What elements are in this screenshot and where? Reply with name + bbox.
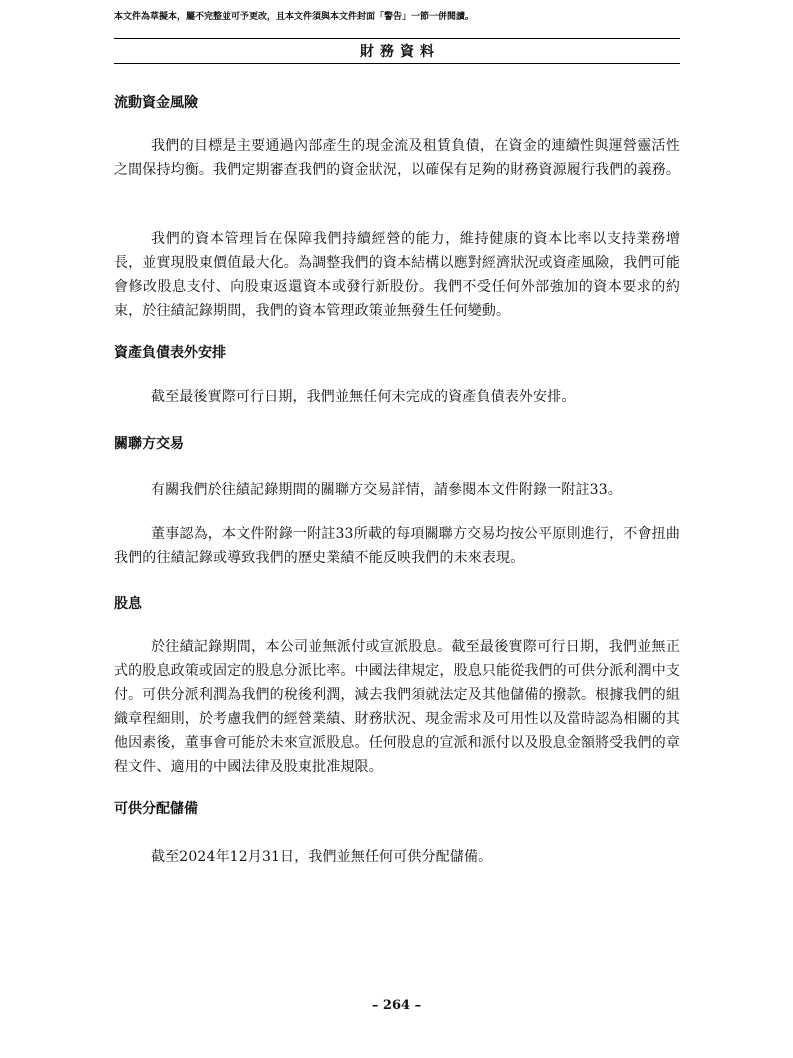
paragraph-dividends: 於往績記錄期間，本公司並無派付或宣派股息。截至最後實際可行日期，我們並無正式的股息政策或固定的股息分派比率。中國法律規定，股息只能從我們的可供分派利潤中支付。可供分派利潤為我們的稅後利潤，減去我們須就法定及其他儲備的撥款。根據我們的組織章程細則，於考慮我們的經營業績、財務狀況、現金需求及可用性以及當時認為相關的其他因素後，董事會可能於未來宣派股息。任何股息的宣派和派付以及股息金額將受我們的章程文件、適用的中國法律及股東批准規限。 (114, 639, 680, 775)
heading-related-party: 關聯方交易 (114, 436, 184, 452)
paragraph-liquidity-objective: 我們的目標是主要通過內部產生的現金流及租賃負債，在資金的連續性與運營靈活性之間保持均衡。我們定期審查我們的資金狀況，以確保有足夠的財務資源履行我們的義務。 (114, 138, 680, 178)
draft-disclaimer: 本文件為草擬本，屬不完整並可予更改，且本文件須與本文件封面「警告」一節一併閱讀。 (114, 12, 475, 22)
heading-distributable-reserves: 可供分配儲備 (114, 801, 198, 817)
paragraph-distributable-reserves: 截至2024年12月31日，我們並無任何可供分配儲備。 (151, 849, 493, 865)
page-title: 財務資料 (360, 44, 440, 60)
heading-dividends: 股息 (114, 596, 142, 612)
page-number: – 264 – (371, 998, 422, 1013)
heading-liquidity-risk: 流動資金風險 (114, 95, 198, 111)
paragraph-related-party-fairness: 董事認為，本文件附錄一附註33所載的每項關聯方交易均按公平原則進行，不會扭曲我們的往績記錄或導致我們的歷史業績不能反映我們的未來表現。 (114, 526, 680, 566)
header-rule-top (114, 38, 680, 39)
paragraph-off-balance-sheet: 截至最後實際可行日期，我們並無任何未完成的資產負債表外安排。 (151, 389, 576, 405)
heading-off-balance-sheet: 資產負債表外安排 (114, 345, 226, 361)
paragraph-capital-management: 我們的資本管理旨在保障我們持續經營的能力，維持健康的資本比率以支持業務增長，並實現股東價值最大化。為調整我們的資本結構以應對經濟狀況或資產風險，我們可能會修改股息支付、向股東返還資本或發行新股份。我們不受任何外部強加的資本要求的約束，於往績記錄期間，我們的資本管理政策並無發生任何變動。 (114, 231, 680, 319)
paragraph-related-party-details: 有關我們於往績記錄期間的關聯方交易詳情，請參閱本文件附錄一附註33。 (151, 482, 622, 498)
header-rule-bottom (114, 63, 680, 64)
